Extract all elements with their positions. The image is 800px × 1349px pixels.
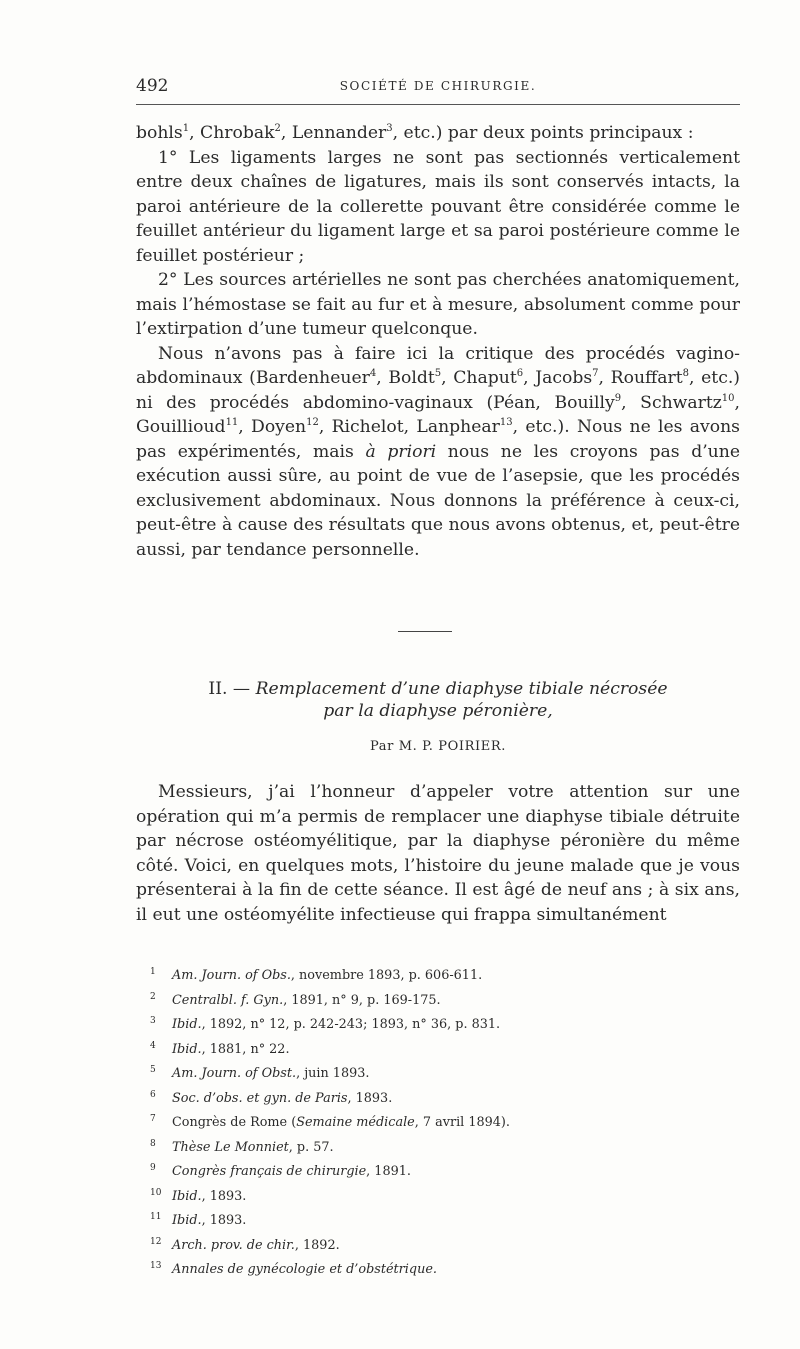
footnote-detail: , 7 avril 1894). (414, 1115, 510, 1130)
footnote-source: Ibid. (172, 1017, 202, 1032)
footnote (150, 962, 710, 987)
paragraph-point-1: 1° Les ligaments larges ne sont pas sectionnés verticalement entre deux chaînes de ligatures, mais ils sont conservés intacts, la paroi antérieure de la collerette pouvant être considérée comme le feuillet antérieur du ligament large et sa paroi postérieure comme le feuillet postérieur ; (136, 147, 740, 266)
section-title-text: Remplacement d’une diaphyse tibiale nécrosée (255, 679, 668, 699)
footnote-source: Soc. d’obs. et gyn. de Paris (172, 1090, 348, 1106)
footnote-source: Am. Journ. of Obs. (172, 968, 291, 983)
footnote-detail: , 1891. (366, 1164, 411, 1179)
footnote-number: 9 (150, 1163, 156, 1173)
footnote-detail: , p. 57. (288, 1139, 334, 1155)
footnote-detail: , novembre 1893, p. 606-611. (290, 968, 483, 983)
footnote-number: 12 (150, 1236, 162, 1247)
footnote-ref: 13 (499, 417, 513, 428)
section-title-line-2: par la diaphyse péronière, (323, 701, 553, 721)
text-run: bohls (136, 123, 183, 143)
body-text-top (136, 121, 740, 562)
text-run: , Chaput (441, 368, 517, 388)
footnote (150, 1036, 710, 1061)
text-run: , Gouillioud (136, 392, 740, 437)
paragraph-continuation (136, 121, 740, 146)
text-run: , etc.). Nous ne les avons pas expérimentés, mais (136, 417, 740, 462)
footnote-source: Annales de gynécologie et d’obstétrique. (172, 1262, 437, 1277)
text-run: , etc.) par deux points principaux : (392, 123, 694, 143)
footnote-ref: 7 (592, 368, 599, 379)
text-run: nous ne les croyons pas d’une exécution aussi sûre, au point de vue de l’asepsie, que les procédés exclusivement abdominaux. Nous donnons la préférence à ceux-ci, peut-être à cause des résultats que nous avons obtenus, et, peut-être aussi, par tendance personnelle. (136, 441, 740, 560)
footnote-ref: 1 (182, 123, 190, 134)
footnote-source: Am. Journ. of Obst. (172, 1066, 297, 1081)
text-run: Nous n’avons pas à faire ici la critique des procédés vagino-abdominaux (Bardenheuer (136, 343, 740, 388)
body-text-bottom (136, 780, 740, 927)
footnote-source: Thèse Le Monniet (172, 1139, 289, 1155)
text-run: , Rouffart (598, 368, 683, 388)
footnote-number: 13 (150, 1261, 162, 1271)
footnote-detail: , 1892, n° 12, p. 242-243; 1893, n° 36, p. 831. (201, 1017, 501, 1032)
footnote-ref: 4 (369, 368, 377, 379)
footnote-source: Ibid. (172, 1188, 202, 1204)
footnote (150, 1109, 710, 1134)
footnote-number: 10 (150, 1187, 162, 1198)
text-run: , Jacobs (523, 368, 593, 388)
footnote (150, 1183, 710, 1208)
footnote-ref: 9 (614, 392, 622, 404)
footnote-number: 8 (150, 1138, 156, 1149)
footnote (150, 1256, 710, 1281)
author-byline: Par M. P. POIRIER. (370, 739, 506, 754)
running-title: SOCIÉTÉ DE CHIRURGIE. (339, 79, 537, 93)
page-number: 492 (136, 76, 169, 96)
text-run: , Schwartz (621, 392, 722, 413)
footnote-detail: , juin 1893. (296, 1066, 370, 1081)
text-run: , Boldt (376, 368, 435, 388)
footnote (150, 1085, 710, 1110)
section-title (136, 678, 740, 722)
running-header (136, 76, 740, 98)
footnote-detail: , 1893. (201, 1188, 247, 1204)
footnote-source: Ibid. (172, 1213, 202, 1228)
footnote (150, 987, 710, 1012)
text-run: , Doyen (238, 417, 307, 437)
footnote-detail: , 1892. (294, 1237, 340, 1253)
footnote-number: 4 (150, 1040, 156, 1051)
footnote-number: 3 (150, 1016, 156, 1026)
footnote-ref: 12 (306, 417, 319, 428)
footnote-number: 1 (150, 967, 156, 977)
footnote-number: 6 (150, 1089, 156, 1100)
footnote-detail: , 1891, n° 9, p. 169-175. (283, 992, 441, 1008)
text-run: , etc.) ni des procédés abdomino-vaginaux (Péan, Bouilly (136, 368, 740, 413)
text-run: , Lennander (280, 123, 387, 143)
footnote (150, 1134, 710, 1159)
footnote-detail: , 1893. (347, 1090, 393, 1106)
footnotes (150, 962, 710, 1281)
footnote-detail: , 1881, n° 22. (201, 1041, 290, 1057)
footnote-source: Ibid. (172, 1041, 202, 1057)
paragraph-messieurs: Messieurs, j’ai l’honneur d’appeler votre attention sur une opération qui m’a permis de remplacer une diaphyse tibiale détruite par nécrose ostéomyélitique, par la diaphyse péronière du même côté. Voici, en quelques mots, l’histoire du jeune malade que je vous présenterai à la fin de cette séance. Il est âgé de neuf ans ; à six ans, il eut une ostéomyélite infectieuse qui frappa simultanément (136, 782, 740, 925)
footnote-number: 11 (150, 1212, 162, 1222)
section-numeral: II. — (208, 679, 256, 699)
footnote (150, 1060, 710, 1085)
footnote-source: Congrès français de chirurgie (172, 1164, 367, 1179)
footnote-number: 7 (150, 1114, 156, 1124)
footnote-ref: 10 (721, 392, 735, 404)
footnote (150, 1158, 710, 1183)
footnote-ref: 11 (225, 417, 239, 428)
footnote-ref: 6 (516, 368, 524, 379)
footnote-source: Centralbl. f. Gyn. (172, 992, 284, 1008)
footnote (150, 1207, 710, 1232)
footnote (150, 1011, 710, 1036)
text-run: , Richelot, Lanphear (318, 417, 500, 437)
paragraph-critique (136, 342, 740, 563)
footnote-detail: , 1893. (201, 1213, 247, 1228)
section-title-line-1 (136, 678, 740, 700)
footnote-ref: 8 (682, 368, 689, 379)
footnote-ref: 3 (386, 123, 393, 134)
italic-phrase: à priori (365, 441, 437, 462)
paragraph-point-2: 2° Les sources artérielles ne sont pas cherchées anatomiquement, mais l’hémostase se fait au fur et à mesure, absolument comme pour l’extirpation d’une tumeur quelconque. (136, 270, 740, 339)
footnote-ref: 5 (434, 368, 442, 379)
text-run: , Chrobak (189, 123, 275, 143)
footnote-source: Semaine médicale (296, 1115, 415, 1130)
section-separator (398, 631, 452, 632)
footnote-prefix: Congrès de Rome ( (172, 1115, 297, 1130)
header-rule (136, 104, 740, 105)
footnote-number: 2 (150, 991, 156, 1002)
footnote-source: Arch. prov. de chir. (172, 1237, 295, 1253)
footnote-ref: 2 (274, 123, 281, 134)
footnote (150, 1232, 710, 1257)
footnote-number: 5 (150, 1065, 156, 1075)
